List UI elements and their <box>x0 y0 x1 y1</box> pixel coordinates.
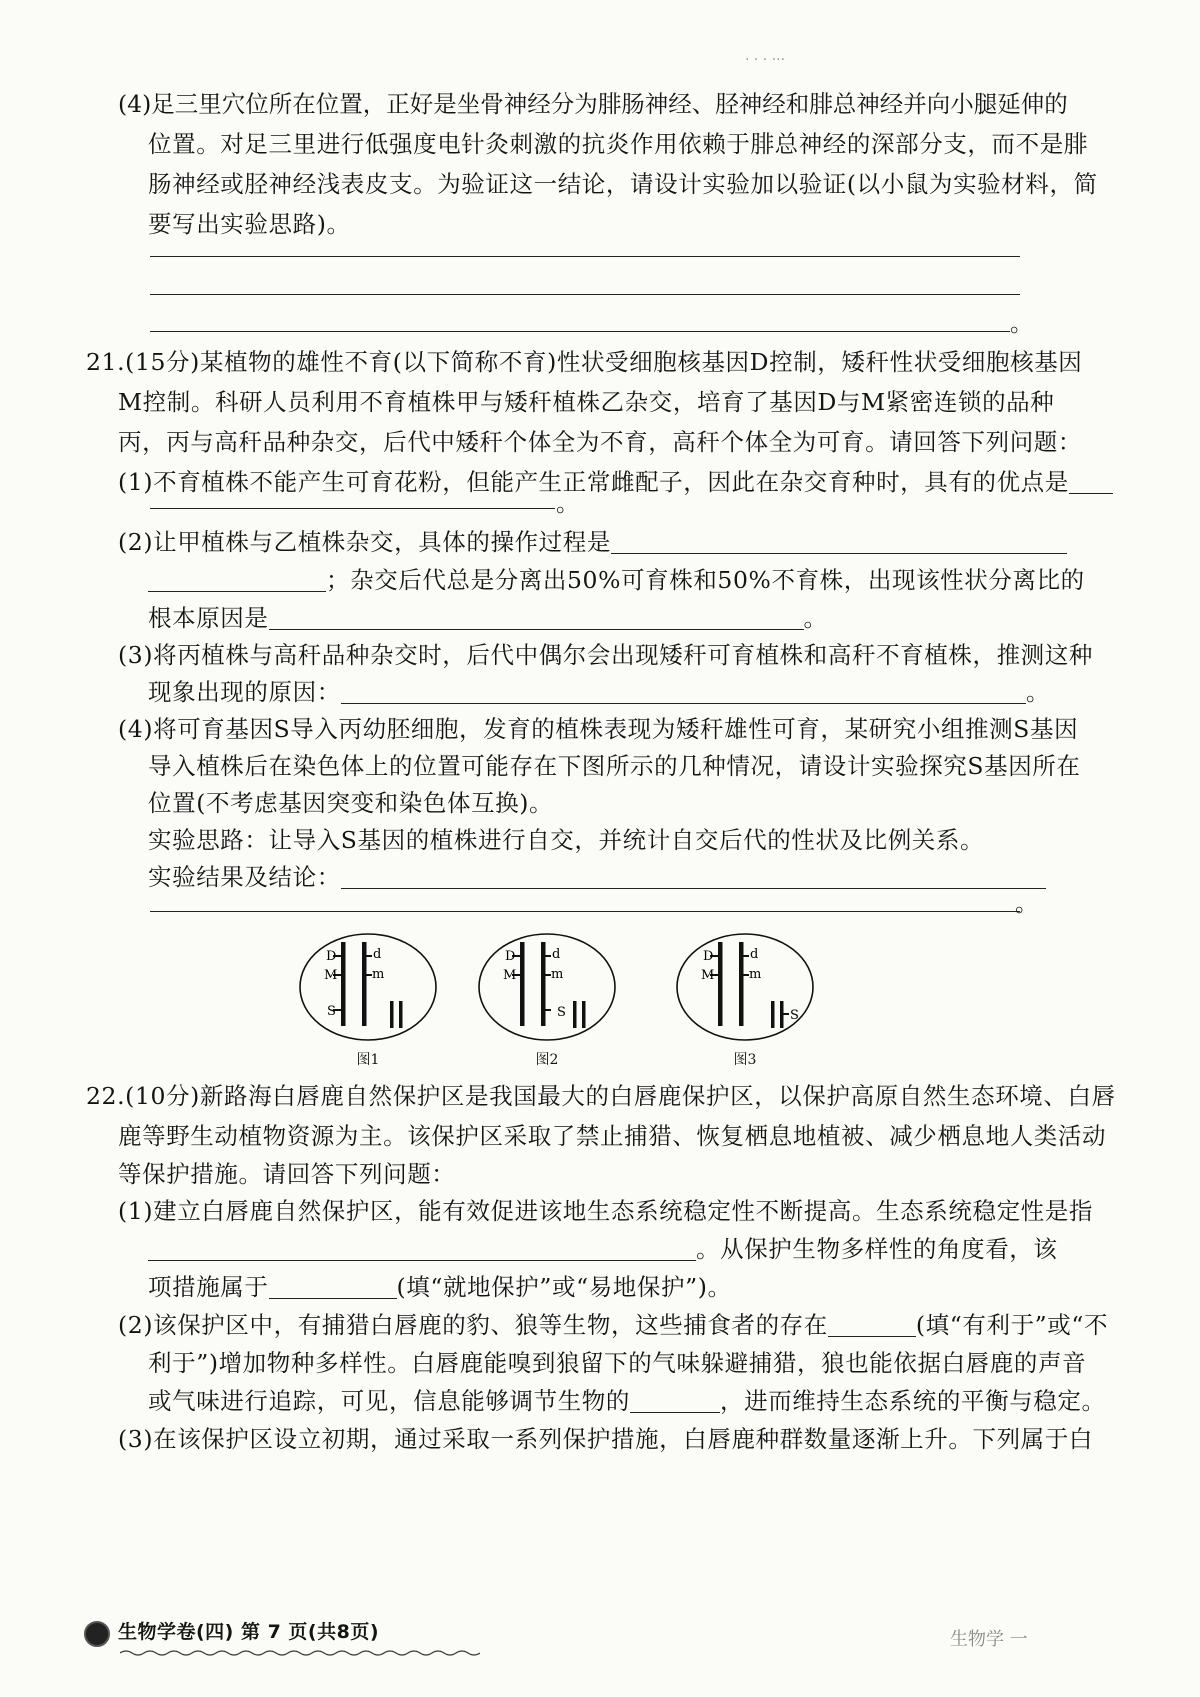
blank[interactable] <box>341 677 1026 704</box>
gene-label: m <box>551 967 564 982</box>
blank[interactable] <box>269 603 804 630</box>
q22-intro-line3: 等保护措施。请回答下列问题： <box>118 1160 456 1188</box>
q22-p2-line2: 利于”)增加物种多样性。白唇鹿能嗅到狼留下的气味躲避捕猎，狼也能依据白唇鹿的声音 <box>148 1349 1087 1377</box>
answer-line[interactable] <box>150 508 555 509</box>
q21-p4-line3: 位置(不考虑基因突变和染色体互换)。 <box>148 789 554 817</box>
q20-p4-line4: 要写出实验思路)。 <box>148 210 351 238</box>
blank[interactable] <box>341 862 1046 889</box>
q22-intro-line1: 22.(10分)新路海白唇鹿自然保护区是我国最大的白唇鹿保护区，以保护高原自然生态环境、白唇 <box>86 1082 1116 1110</box>
cell-figure-2 <box>475 930 620 1045</box>
q21-p2-line1: (2)让甲植株与乙植株杂交，具体的操作过程是 <box>118 524 1067 560</box>
wavy-underline <box>120 1649 480 1657</box>
gene-label: d <box>750 947 759 962</box>
q22-intro-line2: 鹿等野生动植物资源为主。该保护区采取了禁止捕猎、恢复栖息地植被、减少栖息地人类活动 <box>118 1122 1107 1150</box>
q21-p2-line2: ；杂交后代总是分离出50%可育株和50%不育株，出现该性状分离比的 <box>148 562 1085 598</box>
period: 。 <box>556 491 579 517</box>
q20-p4-line2: 位置。对足三里进行低强度电针灸刺激的抗炎作用依赖于腓总神经的深部分支，而不是腓 <box>148 130 1088 158</box>
cell-figure-1 <box>296 930 441 1045</box>
q22-p1-line2: 。从保护生物多样性的角度看，该 <box>148 1231 1058 1267</box>
blank[interactable] <box>148 565 326 592</box>
gene-label: M <box>503 968 517 983</box>
q21-p2-line3: 根本原因是 。 <box>148 604 828 632</box>
q20-p4-line1: (4)足三里穴位所在位置，正好是坐骨神经分为腓肠神经、胫神经和腓总神经并向小腿延伸的 <box>118 90 1068 118</box>
blank[interactable] <box>1069 467 1113 494</box>
answer-line[interactable] <box>150 911 1020 912</box>
answer-line[interactable] <box>150 294 1020 295</box>
gene-label: M <box>701 968 715 983</box>
period: 。 <box>1010 311 1033 337</box>
q22-p3-line1: (3)在该保护区设立初期，通过采取一系列保护措施，白唇鹿种群数量逐渐上升。下列属于白 <box>118 1425 1093 1453</box>
gene-label: m <box>749 967 762 982</box>
period: 。 <box>1015 891 1038 917</box>
gene-label: S <box>327 1004 336 1019</box>
gene-label: D <box>326 949 337 964</box>
gene-label: S <box>790 1008 799 1023</box>
figure-caption: 图1 <box>356 1052 380 1068</box>
q21-p4-line2: 导入植株后在染色体上的位置可能存在下图所示的几种情况，请设计实验探究S基因所在 <box>148 752 1081 780</box>
q21-p4-result: 实验结果及结论： <box>148 859 1046 895</box>
q20-p4-line3: 肠神经或胫神经浅表皮支。为验证这一结论，请设计实验加以验证(以小鼠为实验材料，简 <box>148 170 1098 198</box>
gene-label: M <box>324 968 338 983</box>
blank[interactable] <box>630 1386 720 1413</box>
q21-p3-line2: 现象出现的原因： 。 <box>148 678 1050 706</box>
gene-label: m <box>372 967 385 982</box>
gene-label: d <box>552 947 561 962</box>
gene-label: D <box>505 949 516 964</box>
blank[interactable] <box>269 1272 397 1299</box>
q21-p4-line1: (4)将可育基因S导入丙幼胚细胞，发育的植株表现为矮秆雄性可育，某研究小组推测S基因 <box>118 715 1079 743</box>
q21-intro-line3: 丙，丙与高秆品种杂交，后代中矮秆个体全为不育，高秆个体全为可育。请回答下列问题： <box>118 428 1082 456</box>
gene-label: D <box>703 949 714 964</box>
q22-p1-line3: 项措施属于 (填“就地保护”或“易地保护”)。 <box>148 1273 732 1301</box>
q22-p2-line3: 或气味进行追踪，可见，信息能够调节生物的 ，进而维持生态系统的平衡与稳定。 <box>148 1387 1106 1415</box>
header-mark: · · · ··· <box>745 52 786 68</box>
q21-p4-thinking: 实验思路：让导入S基因的植株进行自交，并统计自交后代的性状及比例关系。 <box>148 826 985 854</box>
corner-mark: 生物学 一 <box>950 1629 1028 1650</box>
gene-label: d <box>373 947 382 962</box>
answer-line[interactable] <box>150 331 1010 332</box>
blank[interactable] <box>828 1310 916 1337</box>
page-footer <box>68 1619 448 1659</box>
blank[interactable] <box>611 527 1067 554</box>
q22-p2-line1: (2)该保护区中，有捕猎白唇鹿的豹、狼等生物，这些捕食者的存在 (填“有利于”或“不 <box>118 1311 1109 1339</box>
figure-caption: 图3 <box>733 1052 757 1068</box>
q22-p1-line1: (1)建立白唇鹿自然保护区，能有效促进该地生态系统稳定性不断提高。生态系统稳定性是指 <box>118 1197 1093 1225</box>
q21-p1: (1)不育植株不能产生可育花粉，但能产生正常雌配子，因此在杂交育种时，具有的优点是 <box>118 464 1113 500</box>
footer-text: 生物学卷(四) 第 7 页(共8页) <box>118 1621 380 1643</box>
q21-intro-line2: M控制。科研人员利用不育植株甲与矮秆植株乙杂交，培育了基因D与M紧密连锁的品种 <box>118 388 1055 416</box>
blank[interactable] <box>148 1234 696 1261</box>
gene-label: S <box>557 1005 566 1020</box>
logo-icon <box>84 1621 110 1647</box>
figure-caption: 图2 <box>535 1052 559 1068</box>
answer-line[interactable] <box>150 256 1020 257</box>
cell-figure-3 <box>673 930 818 1045</box>
q21-p3-line1: (3)将丙植株与高秆品种杂交时，后代中偶尔会出现矮秆可育植株和高秆不育植株，推测这种 <box>118 641 1093 669</box>
q21-intro-line1: 21.(15分)某植物的雄性不育(以下简称不育)性状受细胞核基因D控制，矮秆性状受细胞核基因 <box>86 348 1083 376</box>
